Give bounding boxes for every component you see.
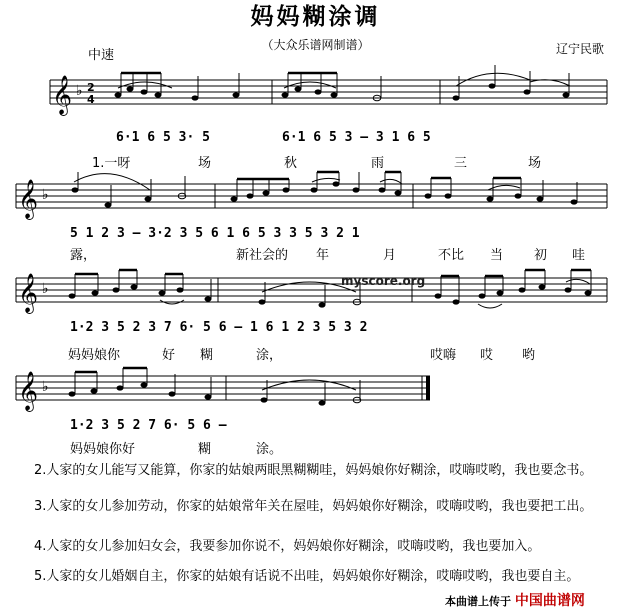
lyric: 三 xyxy=(454,156,468,171)
verse-4: 4.人家的女儿参加妇女会，我要参加你说不，妈妈娘你好糊涂，哎嗨哎哟，我也要加入。 xyxy=(34,539,541,554)
lyric: 场 xyxy=(198,156,212,171)
svg-text:♭: ♭ xyxy=(42,379,49,395)
svg-text:♭: ♭ xyxy=(76,83,83,99)
lyric: 秋 xyxy=(284,156,298,171)
lyric: 月 xyxy=(383,248,397,263)
svg-text:𝄞: 𝄞 xyxy=(52,75,73,115)
lyric: 当 xyxy=(490,248,504,263)
lyric: 糊 xyxy=(200,348,214,363)
lyric: 不比 xyxy=(438,248,465,263)
lyric: 妈妈娘你好 xyxy=(70,442,136,457)
jianpu-line-3: 1·2 3 5 2 3 7 6· 5 6 – 1 6 1 2 3 5 3 2 xyxy=(70,320,368,335)
lyric: 1.一呀 xyxy=(92,156,131,171)
site-logo[interactable]: 中国曲谱网 xyxy=(514,593,585,609)
jianpu-line-4: 1·2 3 5 2 7 6· 5 6 – xyxy=(70,418,227,433)
svg-text:♭: ♭ xyxy=(42,281,49,297)
lyric: 场 xyxy=(528,156,542,171)
verse-3: 3.人家的女儿参加劳动，你家的姑娘常年关在屋哇，妈妈娘你好糊涂，哎嗨哎哟，我也要把工出。 xyxy=(34,499,593,514)
lyric: 雨 xyxy=(371,156,385,171)
staff-system-1 xyxy=(0,68,631,138)
subtitle: （大众乐谱网制谱） xyxy=(261,38,370,52)
footer-credit xyxy=(445,590,585,610)
jianpu-line-1b: 6·1 6 5 3 – 3 1 6 5 xyxy=(282,130,431,145)
svg-text:𝄞: 𝄞 xyxy=(18,273,39,313)
jianpu-line-2: 5 1 2 3 – 3·2 3 5 6 1 6 5 3 3 5 3 2 1 xyxy=(70,226,360,241)
lyric: 好 xyxy=(162,348,176,363)
page-title: 妈妈糊涂调 xyxy=(250,3,381,30)
verse-5: 5.人家的女儿婚姻自主，你家的姑娘有话说不出哇，妈妈娘你好糊涂，哎嗨哎哟，我也要自主。 xyxy=(34,569,580,584)
lyric: 涂。 xyxy=(256,442,283,457)
verse-2: 2.人家的女儿能写又能算，你家的姑娘两眼黑糊糊哇，妈妈娘你好糊涂，哎嗨哎哟，我也要念书。 xyxy=(34,463,593,478)
lyric: 糊 xyxy=(198,442,212,457)
lyric: 新社会的 xyxy=(236,248,289,263)
watermark: myscore.org xyxy=(341,274,426,288)
lyric: 涂， xyxy=(256,348,283,363)
lyric: 初 xyxy=(534,248,548,263)
lyric: 哟 xyxy=(522,348,536,363)
svg-text:𝄞: 𝄞 xyxy=(18,179,39,219)
svg-text:♭: ♭ xyxy=(42,187,49,203)
lyric: 哇 xyxy=(572,248,586,263)
lyric: 哎 xyxy=(480,348,494,363)
song-origin: 辽宁民歌 xyxy=(556,42,605,56)
lyric: 哎嗨 xyxy=(430,348,457,363)
time-sig-top: 2 xyxy=(87,81,95,94)
jianpu-line-1a: 6·1 6 5 3· 5 xyxy=(116,130,210,145)
lyric: 妈妈娘你 xyxy=(68,348,121,363)
lyric: 年 xyxy=(316,248,330,263)
time-sig-bottom: 4 xyxy=(87,93,95,106)
svg-text:𝄞: 𝄞 xyxy=(18,371,39,411)
footer-prefix: 本曲谱上传于 xyxy=(445,595,511,608)
tempo-marking: 中速 xyxy=(88,48,115,63)
lyric: 露， xyxy=(70,248,97,263)
